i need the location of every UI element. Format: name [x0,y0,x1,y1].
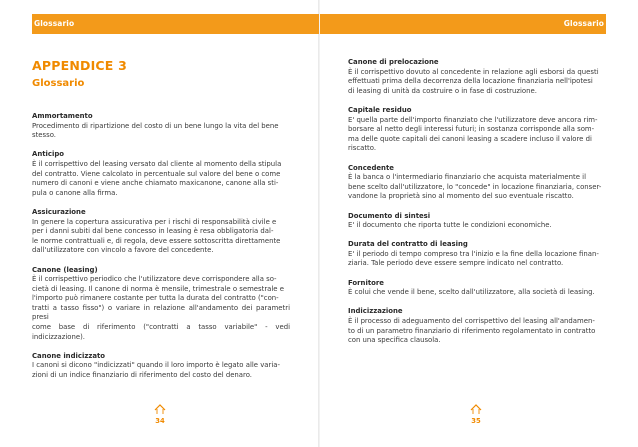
glossary-definition-line: numero di canoni e viene anche chiamato maxicanone, canone alla sti- [32,179,279,188]
glossary-definition-line: È la banca o l'intermediario finanziario che acquista materialmente il [348,173,587,182]
glossary-entry [348,106,606,154]
glossary-definition-line: È il corrispettivo dovuto al concedente in relazione agli esborsi da questi [348,67,599,76]
glossary-definition-line: le norme contrattuali e, di regola, deve essere sottoscritta direttamente [32,236,281,245]
glossary-definition-line: con una specifica clausola. [348,336,441,345]
glossary-term: Fornitore [348,278,384,287]
right-page-content [348,58,606,355]
glossary-entry [32,208,290,256]
glossary-term: Assicurazione [32,207,86,216]
glossary-entry [348,164,606,202]
glossary-term: Documento di sintesi [348,211,431,220]
right-header-bar [320,14,606,34]
glossary-definition-line: È colui che vende il bene, scelto dall'utilizzatore, alla società di leasing. [348,288,595,297]
glossary-term: Indicizzazione [348,307,403,316]
glossary-definition-line: È il corrispettivo periodico che l'utilizzatore deve corrispondere alla so- [32,275,277,284]
glossary-definition-line: pula o canone alla firma. [32,188,118,197]
left-glossary-list [32,112,290,381]
glossary-definition-line: to di un parametro finanziario di riferimento regolamentato in contratto [348,326,596,335]
glossary-definition-line: E' il periodo di tempo compreso tra l'inizio e la fine della locazione finan- [348,249,599,258]
glossary-definition-line: come base di riferimento ("contratti a tasso variabile" - vedi indicizzazione). [32,323,290,341]
glossary-term: Concedente [348,163,394,172]
page-number-left: 34 [155,417,165,425]
glossary-definition-line: riscatto. [348,144,377,153]
glossary-entry [32,112,290,141]
glossary-term: Ammortamento [32,112,93,120]
page-gutter [318,0,320,447]
house-icon [153,402,167,416]
left-header-bar [32,14,319,34]
glossary-definition-line: In genere la copertura assicurativa per i rischi di responsabilità civile e [32,217,277,226]
glossary-term: Canone indicizzato [32,351,106,360]
page-number-right: 35 [471,417,481,425]
left-page-content [32,58,290,390]
glossary-term: Canone (leasing) [32,265,98,274]
glossary-definition-line: dall'utilizzatore con vincolo a favore del concedente. [32,246,214,255]
glossary-definition-line: zioni di un indice finanziario di riferimento del costo del denaro. [32,371,252,380]
glossary-definition-line: ma delle quote capitali dei canoni leasing a scadere incluso il valore di [348,134,592,143]
glossary-definition-line: È il corrispettivo del leasing versato dal cliente al momento della stipula [32,159,282,168]
glossary-definition-line: I canoni si dicono "indicizzati" quando il loro importo è legato alle varia- [32,361,280,370]
glossary-definition-line: effettuati prima della decorrenza della locazione finanziaria nell'ipotesi [348,77,593,86]
glossary-definition-line: cietà di leasing. Il canone di norma è mensile, trimestrale o semestrale e [32,284,284,293]
glossary-entry [348,212,606,231]
glossary-entry [348,240,606,269]
glossary-term: Durata del contratto di leasing [348,240,468,249]
house-icon [469,402,483,416]
glossary-definition-line: del contratto. Viene calcolato in percentuale sul valore del bene o come [32,169,281,178]
glossary-definition-line: ziaria. Tale periodo deve essere sempre indicato nel contratto. [348,259,564,268]
right-glossary-list [348,58,606,346]
appendix-title: APPENDICE 3 [32,58,127,73]
glossary-definition-line: E' il documento che riporta tutte le condizioni economiche. [348,221,552,230]
glossary-entry [32,266,290,343]
glossary-definition-line: borsare al netto degli interessi futuri; in sostanza corrisponde alla som- [348,125,595,134]
left-header-label: Glossario [34,19,75,28]
glossary-definition-line: bene scelto dall'utilizzatore, lo "concede" in locazione finanziaria, conser- [348,182,602,191]
glossary-definition-line: per i danni subiti dal bene concesso in leasing è resa obbligatoria dal- [32,227,274,236]
glossary-term: Canone di prelocazione [348,58,439,66]
glossary-definition-line: Procedimento di ripartizione del costo di un bene lungo la vita del bene [32,121,279,130]
glossary-definition-line: stesso. [32,131,56,140]
right-header-label: Glossario [563,19,604,28]
glossary-entry [32,150,290,198]
glossary-entry [348,58,606,96]
glossary-definition-line: l'importo può rimanere costante per tutta la durata del contratto ("con- [32,294,279,303]
glossary-entry [32,352,290,381]
glossary-entry [348,279,606,298]
glossary-definition-line: È il processo di adeguamento del corrispettivo del leasing all'andamen- [348,317,595,326]
glossary-term: Anticipo [32,150,65,159]
glossary-definition-line: E' quella parte dell'importo finanziato che l'utilizzatore deve ancora rim- [348,115,598,124]
glossary-definition-line: di leasing di unità da costruire o in fase di costruzione. [348,86,537,95]
glossary-entry [348,307,606,345]
glossary-definition-line: vandone la proprietà sino al momento del suo eventuale riscatto. [348,192,574,201]
glossary-term: Capitale residuo [348,105,412,114]
glossary-definition-line: tratti a tasso fisso") o variare in relazione all'andamento dei parametri presi [32,303,290,322]
appendix-subtitle: Glossario [32,78,85,89]
